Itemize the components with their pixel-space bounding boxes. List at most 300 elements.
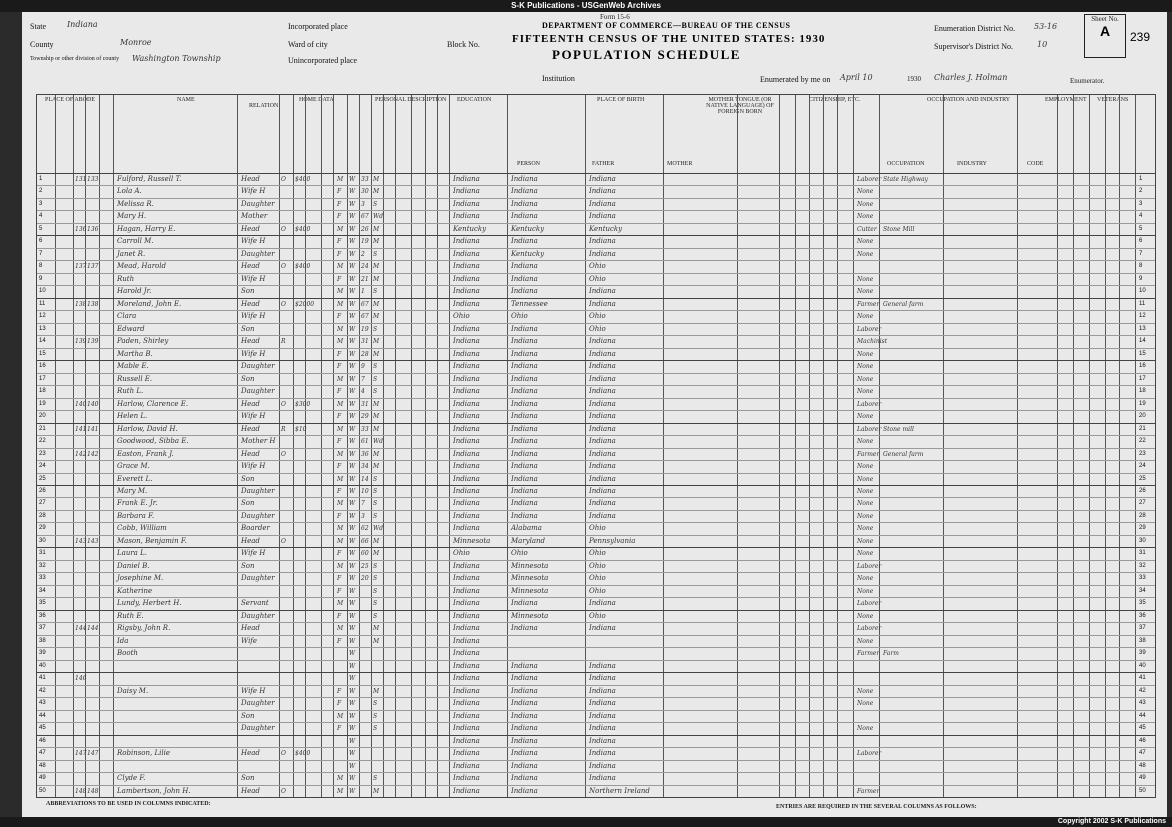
cell-father: Indiana — [511, 387, 538, 396]
cell-occupation: Laborer — [857, 400, 882, 408]
cell-sex: F — [337, 413, 342, 421]
cell-mother: Indiana — [589, 374, 616, 383]
cell-father: Indiana — [511, 349, 538, 358]
cell-occupation: None — [857, 250, 874, 258]
cell-name: Moreland, John E. — [117, 299, 182, 308]
cell-father: Indiana — [511, 175, 538, 183]
header-relation: RELATION — [249, 103, 279, 109]
cell-ms: M — [373, 263, 380, 271]
cell-relation: Head — [241, 299, 260, 308]
cell-relation: Servant — [241, 599, 269, 608]
cell-n: 29 — [39, 525, 46, 532]
cell-age: 24 — [361, 263, 369, 271]
cell-father: Ohio — [511, 549, 528, 558]
row-number-right: 43 — [1139, 700, 1146, 707]
cell-race: W — [349, 612, 356, 620]
cell-relation: Son — [241, 287, 255, 296]
incorporated-label: Incorporated place — [288, 22, 348, 31]
row-number-right: 44 — [1139, 712, 1146, 719]
cell-person: Indiana — [453, 786, 480, 795]
cell-occupation: Farmer — [857, 450, 880, 458]
cell-occupation: None — [857, 275, 874, 283]
cell-value: $400 — [295, 225, 311, 233]
cell-relation: Head — [241, 262, 260, 271]
unincorporated-label: Unincorporated place — [288, 56, 358, 65]
cell-occupation: None — [857, 725, 874, 733]
cell-name: Hagan, Harry E. — [117, 224, 176, 233]
cell-father: Indiana — [511, 424, 538, 433]
cell-mother: Indiana — [589, 674, 616, 683]
row-number-right: 2 — [1139, 188, 1143, 195]
cell-value: $400 — [295, 263, 311, 271]
cell-name: Janet R. — [117, 249, 146, 258]
cell-race: W — [349, 300, 356, 308]
cell-occupation: Laborer — [857, 750, 882, 758]
cell-sex: F — [337, 313, 342, 321]
cell-name: Frank E. Jr. — [117, 499, 158, 508]
column-rule — [879, 95, 880, 797]
cell-age: 14 — [361, 475, 369, 483]
cell-family: 143 — [87, 537, 99, 545]
cell-person: Indiana — [453, 274, 480, 283]
cell-value: $300 — [295, 400, 311, 408]
cell-mother: Ohio — [589, 312, 606, 321]
cell-occupation: Laborer — [857, 562, 882, 570]
header-citizenship: CITIZENSHIP, ETC. — [809, 97, 861, 103]
column-rule — [585, 95, 586, 797]
cell-occupation: None — [857, 363, 874, 371]
cell-ms: S — [373, 712, 378, 720]
cell-person: Indiana — [453, 212, 480, 221]
cell-ms: S — [373, 375, 378, 383]
cell-mother: Indiana — [589, 387, 616, 396]
cell-ms: S — [373, 363, 378, 371]
cell-father: Minnesota — [511, 561, 549, 570]
cell-ms: M — [373, 176, 380, 183]
cell-ms: M — [373, 238, 380, 246]
cell-sex: F — [337, 488, 342, 495]
cell-age: 66 — [361, 537, 369, 545]
cell-n: 20 — [39, 413, 46, 420]
cell-age: 60 — [361, 550, 369, 558]
cell-n: 7 — [39, 250, 43, 257]
cell-name: Martha B. — [117, 349, 153, 358]
cell-industry: Stone mill — [883, 425, 914, 433]
cell-race: W — [349, 512, 356, 520]
cell-race: W — [349, 662, 356, 670]
row-number-right: 1 — [1139, 176, 1143, 182]
cell-relation: Daughter — [241, 199, 275, 208]
cell-race: W — [349, 350, 356, 358]
column-rule — [1057, 95, 1058, 797]
header-name: NAME — [177, 97, 195, 103]
cell-relation: Head — [241, 424, 260, 433]
cell-person: Indiana — [453, 449, 480, 458]
cell-name: Edward — [117, 324, 145, 333]
cell-race: W — [349, 313, 356, 321]
cell-n: 41 — [39, 675, 46, 682]
cell-age: 36 — [361, 450, 369, 458]
cell-race: W — [349, 425, 356, 433]
cell-race: W — [349, 375, 356, 383]
cell-name: Fulford, Russell T. — [117, 175, 182, 183]
cell-family: 148 — [87, 787, 99, 795]
cell-age: 4 — [361, 388, 365, 396]
header-code-col: CODE — [1027, 161, 1044, 167]
cell-person: Indiana — [453, 611, 480, 620]
cell-occupation: None — [857, 512, 874, 520]
column-rule — [823, 95, 824, 797]
cell-race: W — [349, 225, 356, 233]
cell-sex: F — [337, 463, 342, 471]
cell-name: Cobb, William — [117, 524, 167, 533]
cell-sex: M — [337, 712, 344, 720]
cell-occupation: None — [857, 612, 874, 620]
column-rule — [411, 95, 412, 797]
supervisor-district-label: Supervisor's District No. — [934, 42, 1013, 51]
cell-race: W — [349, 325, 356, 333]
cell-person: Indiana — [453, 362, 480, 371]
cell-name: Clyde F. — [117, 774, 146, 783]
cell-name: Katherine — [117, 586, 153, 595]
cell-race: W — [349, 250, 356, 258]
cell-ms: M — [373, 787, 380, 795]
county-value: Monroe — [120, 38, 152, 47]
cell-sex: F — [337, 637, 342, 645]
cell-age: 2 — [361, 250, 365, 258]
cell-mother: Indiana — [589, 736, 616, 745]
cell-father: Indiana — [511, 412, 538, 421]
cell-name: Harlow, David H. — [117, 424, 178, 433]
cell-sex: M — [337, 375, 344, 383]
cell-person: Indiana — [453, 561, 480, 570]
cell-relation: Wife H — [241, 462, 266, 471]
cell-occupation: Machinist — [857, 338, 888, 346]
cell-tenure: O — [281, 537, 286, 545]
cell-person: Kentucky — [453, 224, 487, 233]
cell-sex: M — [337, 775, 344, 783]
cell-name: Lambertson, John H. — [117, 786, 191, 795]
row-number-right: 11 — [1139, 300, 1146, 307]
cell-age: 34 — [361, 463, 369, 471]
row-rule — [37, 647, 1155, 648]
cell-family: 142 — [87, 450, 99, 458]
cell-age: 28 — [361, 350, 369, 358]
cell-n: 8 — [39, 263, 43, 270]
enumeration-district-value: 53-16 — [1034, 22, 1058, 31]
cell-relation: Head — [241, 449, 260, 458]
header-personal-description: PERSONAL DESCRIPTION — [375, 97, 447, 103]
cell-occupation: None — [857, 463, 874, 471]
cell-person: Indiana — [453, 349, 480, 358]
cell-name: Clara — [117, 312, 137, 321]
cell-name: Grace M. — [117, 462, 150, 471]
column-rule — [1017, 95, 1018, 797]
cell-father: Indiana — [511, 399, 538, 408]
cell-father: Indiana — [511, 674, 538, 683]
cell-value: $10 — [295, 425, 307, 433]
cell-name: Russell E. — [117, 374, 153, 383]
cell-name: Daniel B. — [117, 561, 150, 570]
cell-age: 3 — [361, 512, 365, 520]
cell-occupation: None — [857, 200, 874, 208]
cell-father: Indiana — [511, 449, 538, 458]
cell-tenure: O — [281, 400, 286, 408]
cell-n: 11 — [39, 300, 46, 307]
cell-name: Helen L. — [117, 412, 148, 421]
row-number-right: 14 — [1139, 338, 1146, 345]
cell-mother: Indiana — [589, 237, 616, 246]
cell-mother: Indiana — [589, 199, 616, 208]
row-number-right: 4 — [1139, 213, 1143, 220]
cell-sex: F — [337, 350, 342, 358]
cell-ms: M — [373, 225, 380, 233]
cell-industry: General farm — [883, 300, 924, 308]
cell-father: Alabama — [511, 524, 542, 533]
cell-person: Indiana — [453, 586, 480, 595]
row-number-right: 8 — [1139, 263, 1143, 270]
row-number-right: 20 — [1139, 413, 1146, 420]
row-number-right: 33 — [1139, 575, 1146, 582]
cell-mother: Ohio — [589, 324, 606, 333]
row-number-right: 35 — [1139, 600, 1146, 607]
cell-ms: M — [373, 338, 380, 346]
cell-person: Indiana — [453, 749, 480, 758]
cell-name: Easton, Frank J. — [117, 449, 174, 458]
cell-occupation: None — [857, 288, 874, 296]
cell-n: 10 — [39, 288, 46, 295]
cell-n: 40 — [39, 662, 46, 669]
cell-age: 7 — [361, 500, 365, 508]
state-value: Indiana — [67, 20, 98, 29]
cell-n: 48 — [39, 762, 46, 769]
cell-father: Indiana — [511, 724, 538, 733]
cell-person: Indiana — [453, 487, 480, 495]
cell-race: W — [349, 562, 356, 570]
cell-n: 31 — [39, 550, 46, 557]
row-number-right: 39 — [1139, 650, 1146, 657]
cell-industry: Stone Mill — [883, 225, 915, 233]
cell-n: 49 — [39, 775, 46, 782]
cell-relation: Wife H — [241, 312, 266, 321]
enumerated-date: April 10 — [840, 73, 873, 82]
cell-ms: S — [373, 250, 378, 258]
cell-person: Indiana — [453, 237, 480, 246]
cell-mother: Indiana — [589, 624, 616, 633]
cell-name: Lundy, Herbert H. — [117, 599, 182, 608]
cell-occupation: Farmer — [857, 650, 880, 658]
cell-age: 9 — [361, 363, 365, 371]
cell-name: Melissa R. — [117, 199, 154, 208]
cell-relation: Head — [241, 399, 260, 408]
cell-sex: F — [337, 363, 342, 371]
cell-n: 14 — [39, 338, 46, 345]
row-number-right: 23 — [1139, 450, 1146, 457]
cell-sex: M — [337, 500, 344, 508]
cell-n: 33 — [39, 575, 46, 582]
cell-person: Indiana — [453, 511, 480, 520]
cell-relation: Daughter — [241, 387, 275, 396]
column-rule — [1119, 95, 1120, 797]
cell-relation: Wife — [241, 636, 258, 645]
cell-n: 46 — [39, 737, 46, 744]
cell-relation: Head — [241, 175, 260, 183]
cell-race: W — [349, 413, 356, 421]
row-number-right: 38 — [1139, 637, 1146, 644]
cell-person: Ohio — [453, 549, 470, 558]
cell-sex: M — [337, 450, 344, 458]
cell-dwelling: 141 — [75, 425, 87, 433]
cell-sex: M — [337, 525, 344, 533]
cell-mother: Kentucky — [589, 224, 623, 233]
cell-person: Indiana — [453, 686, 480, 695]
cell-father: Indiana — [511, 499, 538, 508]
township-label: Township or other division of county — [30, 56, 120, 62]
cell-father: Indiana — [511, 774, 538, 783]
cell-n: 15 — [39, 350, 46, 357]
cell-family: 136 — [87, 225, 99, 233]
cell-family: 133 — [87, 176, 99, 183]
cell-tenure: O — [281, 176, 286, 183]
cell-father: Indiana — [511, 462, 538, 471]
cell-value: $2000 — [295, 300, 315, 308]
cell-ms: S — [373, 700, 378, 708]
cell-mother: Indiana — [589, 761, 616, 770]
cell-dwelling: 131 — [75, 176, 87, 183]
cell-occupation: None — [857, 350, 874, 358]
cell-father: Kentucky — [511, 224, 545, 233]
cell-age: 33 — [361, 176, 369, 183]
cell-sex: F — [337, 438, 342, 446]
column-rule — [737, 95, 738, 797]
cell-tenure: O — [281, 750, 286, 758]
cell-person: Indiana — [453, 774, 480, 783]
cell-occupation: Laborer — [857, 625, 882, 633]
cell-name: Mary M. — [117, 487, 148, 495]
cell-age: 61 — [361, 438, 369, 446]
cell-occupation: Laborer — [857, 425, 882, 433]
cell-father: Indiana — [511, 237, 538, 246]
census-sheet — [22, 12, 1167, 817]
cell-ms: M — [373, 625, 380, 633]
cell-sex: M — [337, 475, 344, 483]
cell-occupation: None — [857, 587, 874, 595]
cell-n: 38 — [39, 637, 46, 644]
column-rule — [437, 95, 438, 797]
sheet-no-label: Sheet No. — [1091, 15, 1119, 23]
cell-mother: Northern Ireland — [589, 786, 650, 795]
cell-race: W — [349, 450, 356, 458]
cell-father: Indiana — [511, 337, 538, 346]
cell-family: 137 — [87, 263, 99, 271]
cell-relation: Wife H — [241, 686, 266, 695]
cell-dwelling: 138 — [75, 300, 87, 308]
cell-n: 27 — [39, 500, 46, 507]
cell-father: Indiana — [511, 199, 538, 208]
row-number-right: 7 — [1139, 250, 1143, 257]
header-mother-tongue: MOTHER TONGUE (OR NATIVE LANGUAGE) OF FOREIGN BORN — [706, 97, 774, 115]
cell-father: Indiana — [511, 187, 538, 196]
row-number-right: 42 — [1139, 687, 1146, 694]
cell-person: Indiana — [453, 175, 480, 183]
cell-sex: M — [337, 562, 344, 570]
cell-mother: Ohio — [589, 574, 606, 583]
cell-race: W — [349, 625, 356, 633]
cell-person: Indiana — [453, 324, 480, 333]
cell-sex: M — [337, 263, 344, 271]
cell-person: Indiana — [453, 524, 480, 533]
cell-n: 25 — [39, 475, 46, 482]
cell-name: Ruth L. — [117, 387, 144, 396]
cell-n: 35 — [39, 600, 46, 607]
cell-father: Indiana — [511, 362, 538, 371]
cell-father: Indiana — [511, 274, 538, 283]
cell-race: W — [349, 775, 356, 783]
column-rule — [853, 95, 854, 797]
supervisor-district-value: 10 — [1037, 40, 1048, 49]
cell-race: W — [349, 537, 356, 545]
column-rule — [347, 95, 348, 797]
cell-race: W — [349, 338, 356, 346]
cell-relation: Wife H — [241, 349, 266, 358]
cell-age: 30 — [361, 188, 369, 196]
cell-person: Indiana — [453, 437, 480, 446]
cell-father: Kentucky — [511, 249, 545, 258]
cell-person: Indiana — [453, 412, 480, 421]
cell-name: Harlow, Clarence E. — [117, 399, 189, 408]
cell-person: Indiana — [453, 287, 480, 296]
cell-value: $400 — [295, 176, 311, 183]
row-rule — [37, 635, 1155, 636]
cell-n: 18 — [39, 388, 46, 395]
cell-name: Lola A. — [117, 187, 142, 196]
cell-ms: S — [373, 325, 378, 333]
cell-person: Indiana — [453, 424, 480, 433]
cell-industry: Farm — [883, 650, 899, 658]
cell-race: W — [349, 712, 356, 720]
cell-family: 140 — [87, 400, 99, 408]
cell-ms: M — [373, 450, 380, 458]
cell-relation: Wife H — [241, 187, 266, 196]
row-number-right: 25 — [1139, 475, 1146, 482]
cell-sex: M — [337, 225, 344, 233]
cell-n: 37 — [39, 625, 46, 632]
cell-occupation: None — [857, 550, 874, 558]
cell-mother: Indiana — [589, 724, 616, 733]
cell-ms: S — [373, 475, 378, 483]
cell-person: Indiana — [453, 761, 480, 770]
cell-name: Paden, Shirley — [117, 337, 169, 346]
row-number-right: 3 — [1139, 200, 1143, 207]
cell-name: Josephine M. — [117, 574, 164, 583]
cell-mother: Indiana — [589, 511, 616, 520]
cell-father: Indiana — [511, 749, 538, 758]
cell-name: Rigsby, John R. — [117, 624, 171, 633]
cell-ms: M — [373, 313, 380, 321]
cell-mother: Indiana — [589, 749, 616, 758]
cell-father: Minnesota — [511, 586, 549, 595]
row-number-right: 16 — [1139, 363, 1146, 370]
cell-dwelling: 143 — [75, 537, 87, 545]
header-birth-person: PERSON — [517, 161, 541, 167]
header-birth-father: FATHER — [592, 161, 615, 167]
cell-n: 44 — [39, 712, 46, 719]
cell-father: Indiana — [511, 761, 538, 770]
column-rule — [779, 95, 780, 797]
cell-race: W — [349, 275, 356, 283]
header-employment: EMPLOYMENT — [1045, 97, 1087, 103]
cell-father: Tennessee — [511, 299, 548, 308]
